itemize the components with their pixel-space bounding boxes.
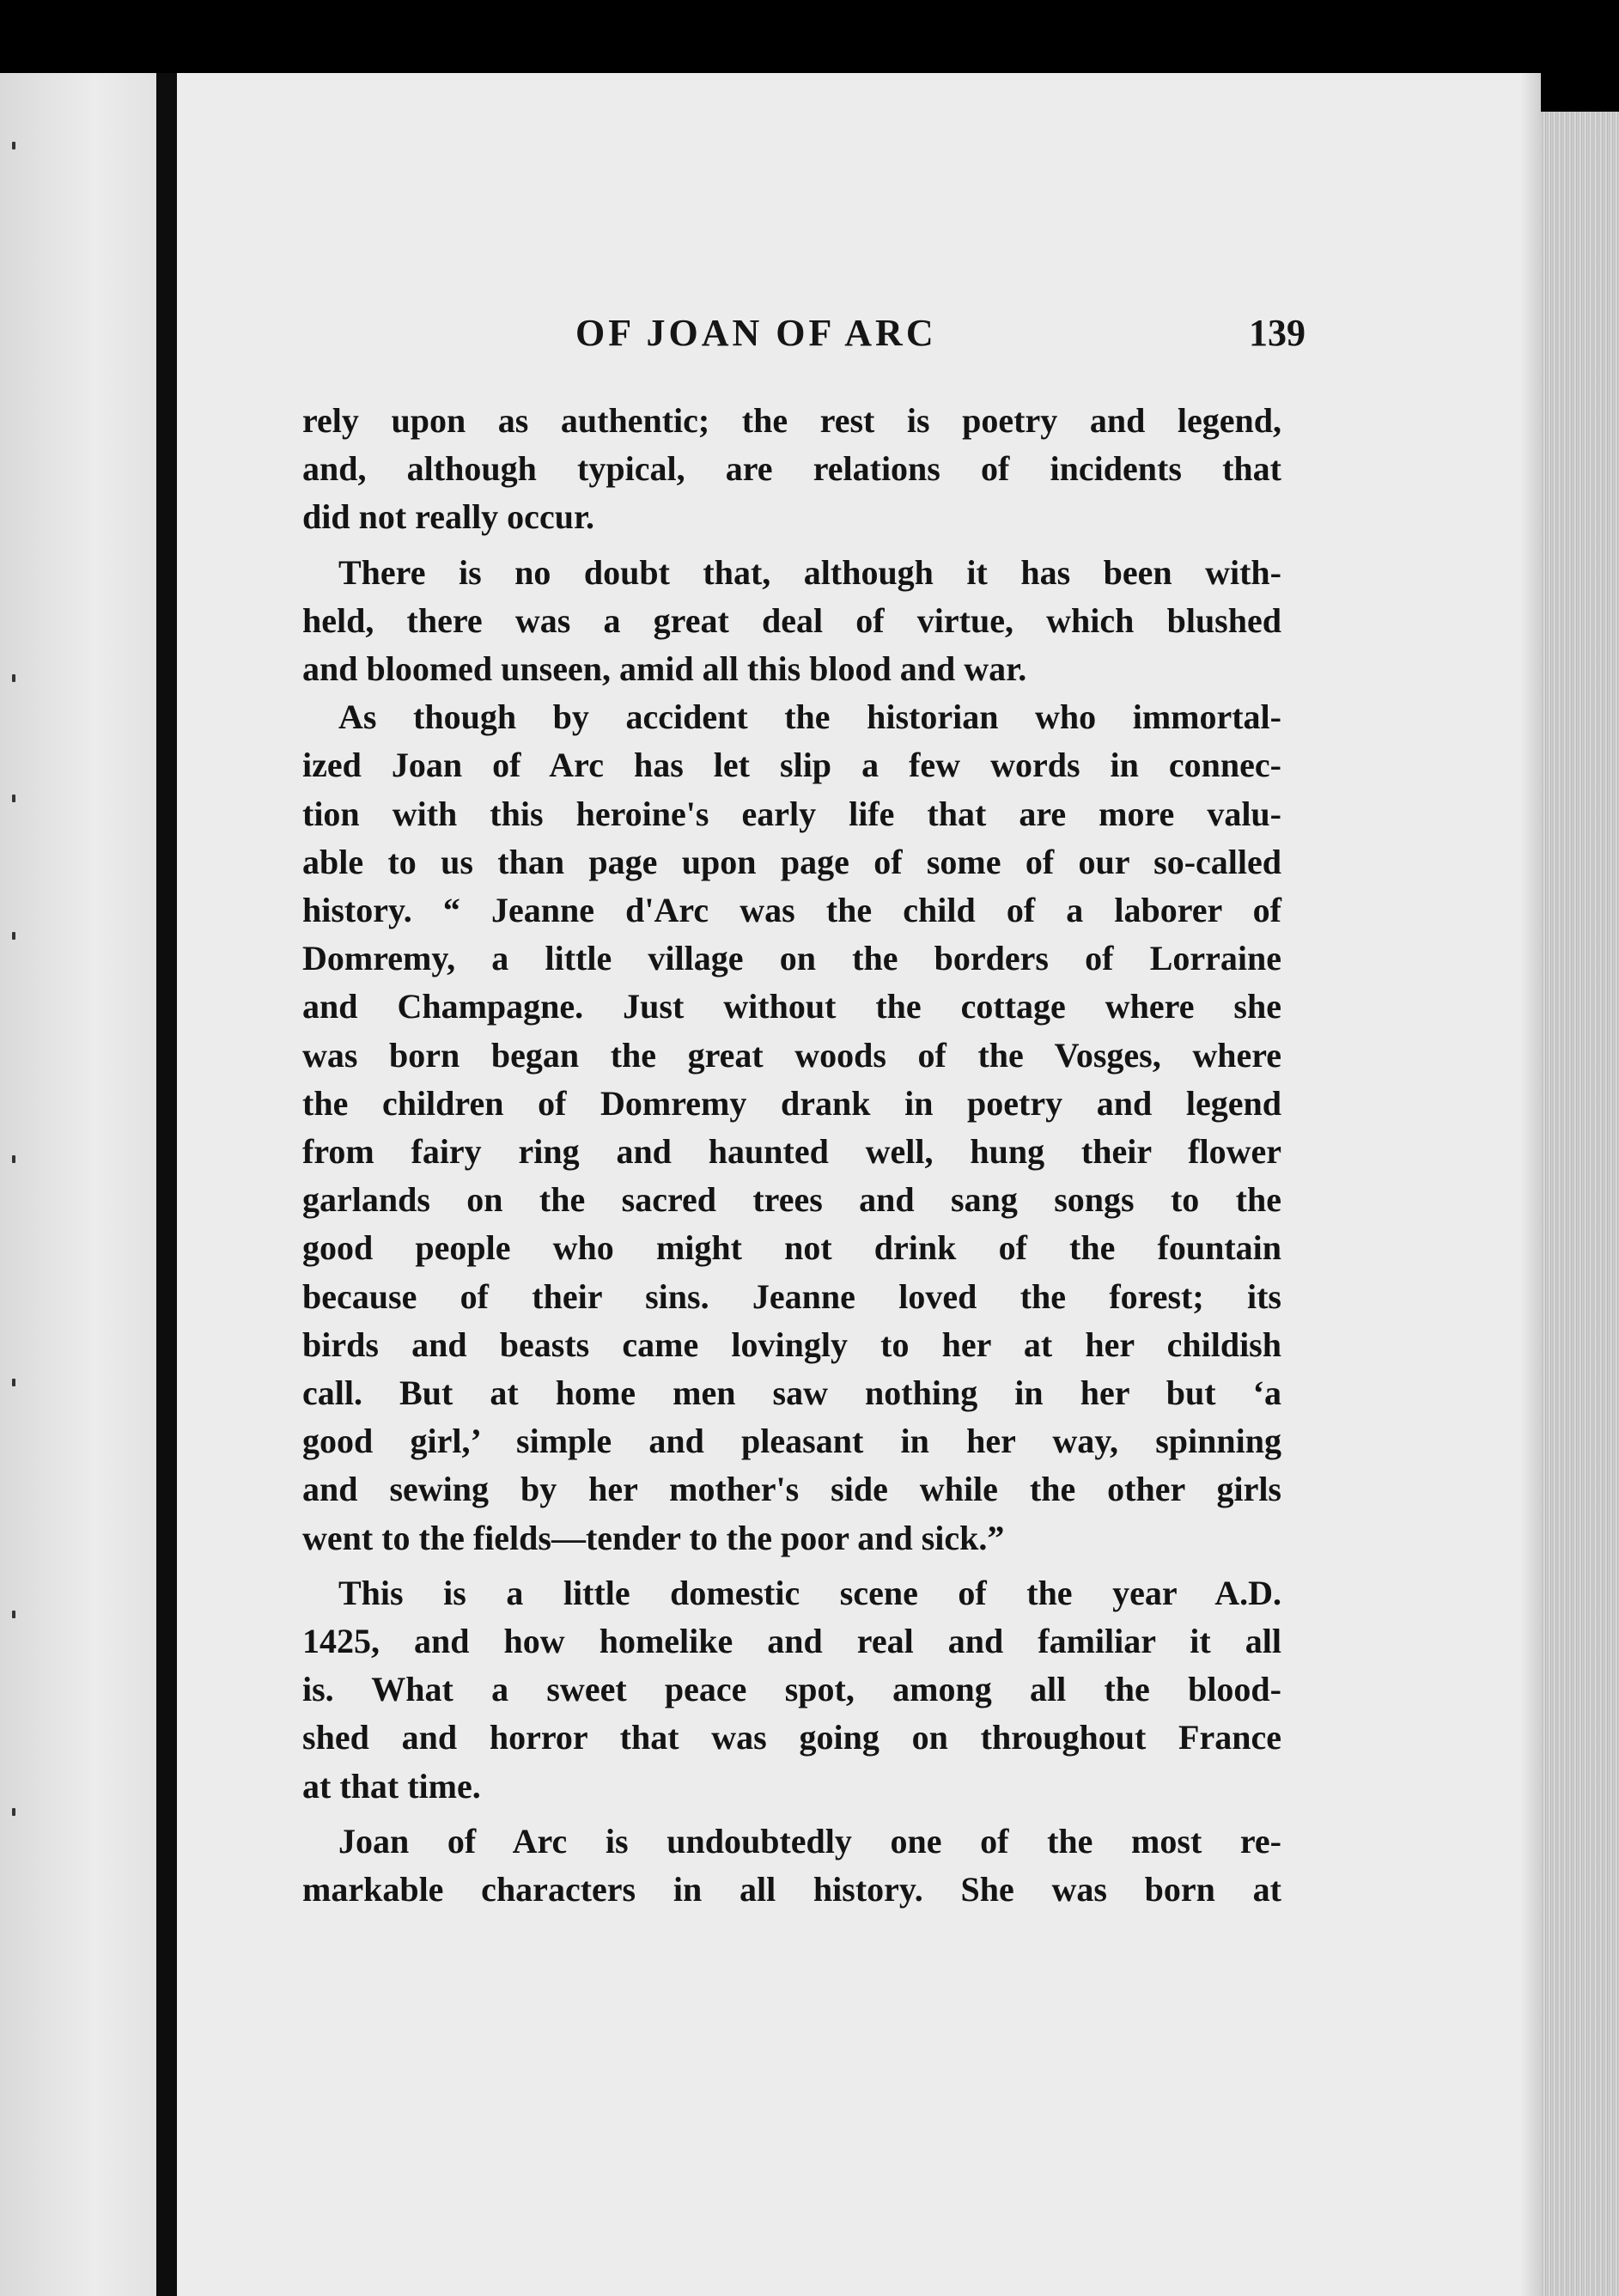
text-line: As though by accident the historian who immortal- <box>338 697 1281 737</box>
text-line: and bloomed unseen, amid all this blood and war. <box>302 649 1027 689</box>
paragraph-gap <box>302 542 1281 549</box>
text-line: This is a little domestic scene of the year A.D. <box>338 1573 1281 1612</box>
ink-speck <box>12 795 15 802</box>
text-line: tion with this heroine's early life that are more valu- <box>302 794 1281 833</box>
text-line: call. But at home men saw nothing in her but ‘a <box>302 1373 1281 1413</box>
text-line: was born began the great woods of the Vosges, where <box>302 1035 1281 1075</box>
paragraph-gap <box>302 1811 1281 1818</box>
text-line: is. What a sweet peace spot, among all the blood- <box>302 1670 1281 1709</box>
text-line: good people who might not drink of the fountain <box>302 1228 1281 1268</box>
text-line: history. “ Jeanne d'Arc was the child of a laborer of <box>302 891 1281 930</box>
text-line: There is no doubt that, although it has been with- <box>338 552 1281 592</box>
text-line: and, although typical, are relations of incidents that <box>302 449 1281 489</box>
ink-speck <box>12 142 15 149</box>
ink-speck <box>12 1379 15 1386</box>
ink-speck <box>12 674 15 682</box>
ink-speck <box>12 1611 15 1618</box>
text-line: at that time. <box>302 1766 481 1806</box>
text-line: from fairy ring and haunted well, hung their flower <box>302 1132 1281 1172</box>
text-line: because of their sins. Jeanne loved the forest; its <box>302 1276 1281 1316</box>
running-title: OF JOAN OF ARC <box>575 312 937 354</box>
book-gutter <box>156 73 177 2296</box>
text-line: held, there was a great deal of virtue, which blushed <box>302 600 1281 640</box>
text-line: markable characters in all history. She was born at <box>302 1870 1281 1909</box>
text-line: birds and beasts came lovingly to her at her childish <box>302 1325 1281 1364</box>
running-head <box>301 311 1314 371</box>
page-shadow <box>1520 73 1541 2296</box>
text-line: and Champagne. Just without the cottage where she <box>302 987 1281 1026</box>
text-line: rely upon as authentic; the rest is poetry and legend, <box>302 401 1281 440</box>
page-number: 139 <box>1249 312 1306 354</box>
text-line: garlands on the sacred trees and sang songs to the <box>302 1180 1281 1220</box>
ink-speck <box>12 1155 15 1163</box>
text-line: 1425, and how homelike and real and familiar it all <box>302 1622 1281 1661</box>
ink-speck <box>12 1808 15 1816</box>
text-line: Joan of Arc is undoubtedly one of the most re- <box>338 1821 1281 1861</box>
text-line: did not really occur. <box>302 497 595 537</box>
text-line: able to us than page upon page of some of our so-called <box>302 842 1281 881</box>
text-line: ized Joan of Arc has let slip a few words in connec- <box>302 746 1281 785</box>
paragraph-gap <box>302 1562 1281 1569</box>
ink-speck <box>12 932 15 940</box>
body-text <box>302 397 1281 1914</box>
text-line: the children of Domremy drank in poetry and legend <box>302 1083 1281 1123</box>
text-line: shed and horror that was going on throughout France <box>302 1718 1281 1757</box>
text-line: Domremy, a little village on the borders of Lorraine <box>302 939 1281 978</box>
page-stack-edge <box>1541 112 1619 2296</box>
text-line: and sewing by her mother's side while the other girls <box>302 1470 1281 1509</box>
text-line: good girl,’ simple and pleasant in her way, spinning <box>302 1422 1281 1461</box>
text-line: went to the fields—tender to the poor and sick.” <box>302 1518 1005 1557</box>
facing-page-edge <box>0 73 156 2296</box>
